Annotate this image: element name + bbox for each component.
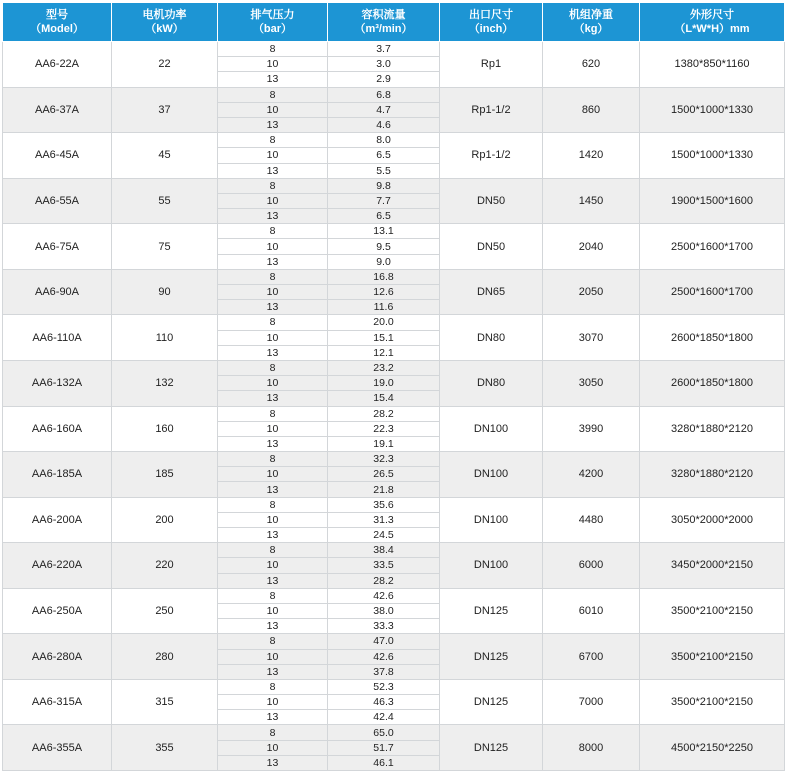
header-flow: 容积流量 （m³/min）	[328, 3, 440, 42]
dimensions-cell: 1500*1000*1330	[640, 133, 785, 179]
pressure-cell: 8	[218, 725, 328, 740]
table-row	[3, 269, 785, 284]
pressure-cell: 10	[218, 603, 328, 618]
table-row	[3, 360, 785, 375]
pressure-cell: 13	[218, 254, 328, 269]
flow-cell: 3.0	[328, 57, 440, 72]
outlet-cell: DN100	[440, 497, 543, 543]
flow-cell: 13.1	[328, 224, 440, 239]
dimensions-cell: 3500*2100*2150	[640, 679, 785, 725]
pressure-cell: 8	[218, 406, 328, 421]
table-row	[3, 543, 785, 558]
pressure-cell: 13	[218, 163, 328, 178]
pressure-cell: 13	[218, 117, 328, 132]
flow-cell: 33.3	[328, 619, 440, 634]
outlet-cell: DN50	[440, 178, 543, 224]
model-cell: AA6-355A	[3, 725, 112, 771]
model-cell: AA6-315A	[3, 679, 112, 725]
pressure-cell: 13	[218, 573, 328, 588]
pressure-cell: 8	[218, 315, 328, 330]
header-outlet: 出口尺寸 （inch）	[440, 3, 543, 42]
pressure-cell: 10	[218, 239, 328, 254]
pressure-cell: 10	[218, 330, 328, 345]
outlet-cell: Rp1	[440, 42, 543, 88]
flow-cell: 38.4	[328, 543, 440, 558]
flow-cell: 7.7	[328, 193, 440, 208]
table-row	[3, 224, 785, 239]
table-row	[3, 406, 785, 421]
model-cell: AA6-55A	[3, 178, 112, 224]
power-cell: 220	[112, 543, 218, 589]
pressure-cell: 10	[218, 193, 328, 208]
table-row	[3, 87, 785, 102]
outlet-cell: DN65	[440, 269, 543, 315]
pressure-cell: 8	[218, 360, 328, 375]
table-row	[3, 42, 785, 57]
outlet-cell: DN125	[440, 679, 543, 725]
flow-cell: 51.7	[328, 740, 440, 755]
pressure-cell: 8	[218, 269, 328, 284]
flow-cell: 16.8	[328, 269, 440, 284]
pressure-cell: 13	[218, 482, 328, 497]
header-pressure: 排气压力 （bar）	[218, 3, 328, 42]
power-cell: 37	[112, 87, 218, 133]
dimensions-cell: 1380*850*1160	[640, 42, 785, 88]
pressure-cell: 10	[218, 695, 328, 710]
pressure-cell: 13	[218, 619, 328, 634]
pressure-cell: 13	[218, 664, 328, 679]
flow-cell: 24.5	[328, 528, 440, 543]
flow-cell: 4.6	[328, 117, 440, 132]
flow-cell: 52.3	[328, 679, 440, 694]
flow-cell: 12.1	[328, 345, 440, 360]
weight-cell: 4480	[543, 497, 640, 543]
pressure-cell: 8	[218, 634, 328, 649]
pressure-cell: 8	[218, 452, 328, 467]
table-row	[3, 178, 785, 193]
outlet-cell: DN50	[440, 224, 543, 270]
dimensions-cell: 2600*1850*1800	[640, 360, 785, 406]
weight-cell: 1450	[543, 178, 640, 224]
dimensions-cell: 3450*2000*2150	[640, 543, 785, 589]
outlet-cell: DN125	[440, 588, 543, 634]
weight-cell: 2040	[543, 224, 640, 270]
pressure-cell: 13	[218, 528, 328, 543]
power-cell: 160	[112, 406, 218, 452]
weight-cell: 620	[543, 42, 640, 88]
header-model: 型号 （Model）	[3, 3, 112, 42]
dimensions-cell: 2500*1600*1700	[640, 224, 785, 270]
outlet-cell: DN80	[440, 360, 543, 406]
flow-cell: 19.1	[328, 436, 440, 451]
pressure-cell: 10	[218, 102, 328, 117]
table-row	[3, 679, 785, 694]
model-cell: AA6-280A	[3, 634, 112, 680]
pressure-cell: 8	[218, 87, 328, 102]
flow-cell: 32.3	[328, 452, 440, 467]
flow-cell: 47.0	[328, 634, 440, 649]
table-row	[3, 133, 785, 148]
flow-cell: 6.5	[328, 148, 440, 163]
table-row	[3, 497, 785, 512]
flow-cell: 26.5	[328, 467, 440, 482]
flow-cell: 5.5	[328, 163, 440, 178]
table-row	[3, 725, 785, 740]
dimensions-cell: 2500*1600*1700	[640, 269, 785, 315]
model-cell: AA6-45A	[3, 133, 112, 179]
pressure-cell: 13	[218, 72, 328, 87]
model-cell: AA6-22A	[3, 42, 112, 88]
model-cell: AA6-110A	[3, 315, 112, 361]
model-cell: AA6-220A	[3, 543, 112, 589]
flow-cell: 42.6	[328, 649, 440, 664]
outlet-cell: DN100	[440, 406, 543, 452]
header-row	[3, 3, 785, 42]
pressure-cell: 10	[218, 558, 328, 573]
power-cell: 132	[112, 360, 218, 406]
dimensions-cell: 3280*1880*2120	[640, 452, 785, 498]
table-row	[3, 452, 785, 467]
flow-cell: 65.0	[328, 725, 440, 740]
pressure-cell: 10	[218, 467, 328, 482]
weight-cell: 6700	[543, 634, 640, 680]
flow-cell: 46.1	[328, 755, 440, 770]
pressure-cell: 10	[218, 512, 328, 527]
flow-cell: 6.5	[328, 209, 440, 224]
outlet-cell: DN125	[440, 725, 543, 771]
power-cell: 22	[112, 42, 218, 88]
power-cell: 280	[112, 634, 218, 680]
dimensions-cell: 2600*1850*1800	[640, 315, 785, 361]
flow-cell: 6.8	[328, 87, 440, 102]
flow-cell: 23.2	[328, 360, 440, 375]
outlet-cell: DN80	[440, 315, 543, 361]
pressure-cell: 10	[218, 148, 328, 163]
pressure-cell: 10	[218, 57, 328, 72]
power-cell: 355	[112, 725, 218, 771]
model-cell: AA6-250A	[3, 588, 112, 634]
pressure-cell: 13	[218, 345, 328, 360]
weight-cell: 6000	[543, 543, 640, 589]
flow-cell: 42.4	[328, 710, 440, 725]
pressure-cell: 8	[218, 497, 328, 512]
power-cell: 185	[112, 452, 218, 498]
dimensions-cell: 3280*1880*2120	[640, 406, 785, 452]
weight-cell: 3050	[543, 360, 640, 406]
weight-cell: 6010	[543, 588, 640, 634]
pressure-cell: 13	[218, 755, 328, 770]
flow-cell: 2.9	[328, 72, 440, 87]
model-cell: AA6-160A	[3, 406, 112, 452]
model-cell: AA6-200A	[3, 497, 112, 543]
power-cell: 55	[112, 178, 218, 224]
flow-cell: 37.8	[328, 664, 440, 679]
flow-cell: 35.6	[328, 497, 440, 512]
header-weight: 机组净重 （kg）	[543, 3, 640, 42]
weight-cell: 3990	[543, 406, 640, 452]
pressure-cell: 8	[218, 679, 328, 694]
flow-cell: 4.7	[328, 102, 440, 117]
outlet-cell: Rp1-1/2	[440, 87, 543, 133]
flow-cell: 31.3	[328, 512, 440, 527]
flow-cell: 46.3	[328, 695, 440, 710]
outlet-cell: Rp1-1/2	[440, 133, 543, 179]
flow-cell: 15.1	[328, 330, 440, 345]
power-cell: 90	[112, 269, 218, 315]
flow-cell: 38.0	[328, 603, 440, 618]
pressure-cell: 10	[218, 740, 328, 755]
pressure-cell: 10	[218, 421, 328, 436]
outlet-cell: DN100	[440, 452, 543, 498]
flow-cell: 9.5	[328, 239, 440, 254]
pressure-cell: 13	[218, 710, 328, 725]
weight-cell: 2050	[543, 269, 640, 315]
flow-cell: 9.0	[328, 254, 440, 269]
pressure-cell: 10	[218, 376, 328, 391]
pressure-cell: 8	[218, 42, 328, 57]
weight-cell: 3070	[543, 315, 640, 361]
pressure-cell: 8	[218, 133, 328, 148]
flow-cell: 20.0	[328, 315, 440, 330]
power-cell: 45	[112, 133, 218, 179]
model-cell: AA6-75A	[3, 224, 112, 270]
model-cell: AA6-132A	[3, 360, 112, 406]
header-dimensions: 外形尺寸 （L*W*H）mm	[640, 3, 785, 42]
pressure-cell: 13	[218, 300, 328, 315]
dimensions-cell: 1500*1000*1330	[640, 87, 785, 133]
weight-cell: 860	[543, 87, 640, 133]
weight-cell: 7000	[543, 679, 640, 725]
dimensions-cell: 3500*2100*2150	[640, 634, 785, 680]
pressure-cell: 8	[218, 178, 328, 193]
model-cell: AA6-90A	[3, 269, 112, 315]
flow-cell: 8.0	[328, 133, 440, 148]
power-cell: 75	[112, 224, 218, 270]
power-cell: 110	[112, 315, 218, 361]
flow-cell: 33.5	[328, 558, 440, 573]
pressure-cell: 8	[218, 543, 328, 558]
pressure-cell: 8	[218, 224, 328, 239]
dimensions-cell: 4500*2150*2250	[640, 725, 785, 771]
flow-cell: 3.7	[328, 42, 440, 57]
pressure-cell: 13	[218, 209, 328, 224]
table-row	[3, 315, 785, 330]
dimensions-cell: 1900*1500*1600	[640, 178, 785, 224]
flow-cell: 11.6	[328, 300, 440, 315]
pressure-cell: 10	[218, 285, 328, 300]
weight-cell: 1420	[543, 133, 640, 179]
outlet-cell: DN100	[440, 543, 543, 589]
flow-cell: 42.6	[328, 588, 440, 603]
flow-cell: 28.2	[328, 406, 440, 421]
flow-cell: 12.6	[328, 285, 440, 300]
dimensions-cell: 3500*2100*2150	[640, 588, 785, 634]
flow-cell: 21.8	[328, 482, 440, 497]
weight-cell: 4200	[543, 452, 640, 498]
flow-cell: 15.4	[328, 391, 440, 406]
flow-cell: 19.0	[328, 376, 440, 391]
flow-cell: 28.2	[328, 573, 440, 588]
power-cell: 250	[112, 588, 218, 634]
pressure-cell: 10	[218, 649, 328, 664]
outlet-cell: DN125	[440, 634, 543, 680]
flow-cell: 22.3	[328, 421, 440, 436]
header-power: 电机功率 （kW）	[112, 3, 218, 42]
dimensions-cell: 3050*2000*2000	[640, 497, 785, 543]
power-cell: 200	[112, 497, 218, 543]
pressure-cell: 8	[218, 588, 328, 603]
table-row	[3, 634, 785, 649]
spec-table	[2, 2, 785, 771]
model-cell: AA6-185A	[3, 452, 112, 498]
pressure-cell: 13	[218, 436, 328, 451]
model-cell: AA6-37A	[3, 87, 112, 133]
power-cell: 315	[112, 679, 218, 725]
weight-cell: 8000	[543, 725, 640, 771]
table-row	[3, 588, 785, 603]
pressure-cell: 13	[218, 391, 328, 406]
flow-cell: 9.8	[328, 178, 440, 193]
